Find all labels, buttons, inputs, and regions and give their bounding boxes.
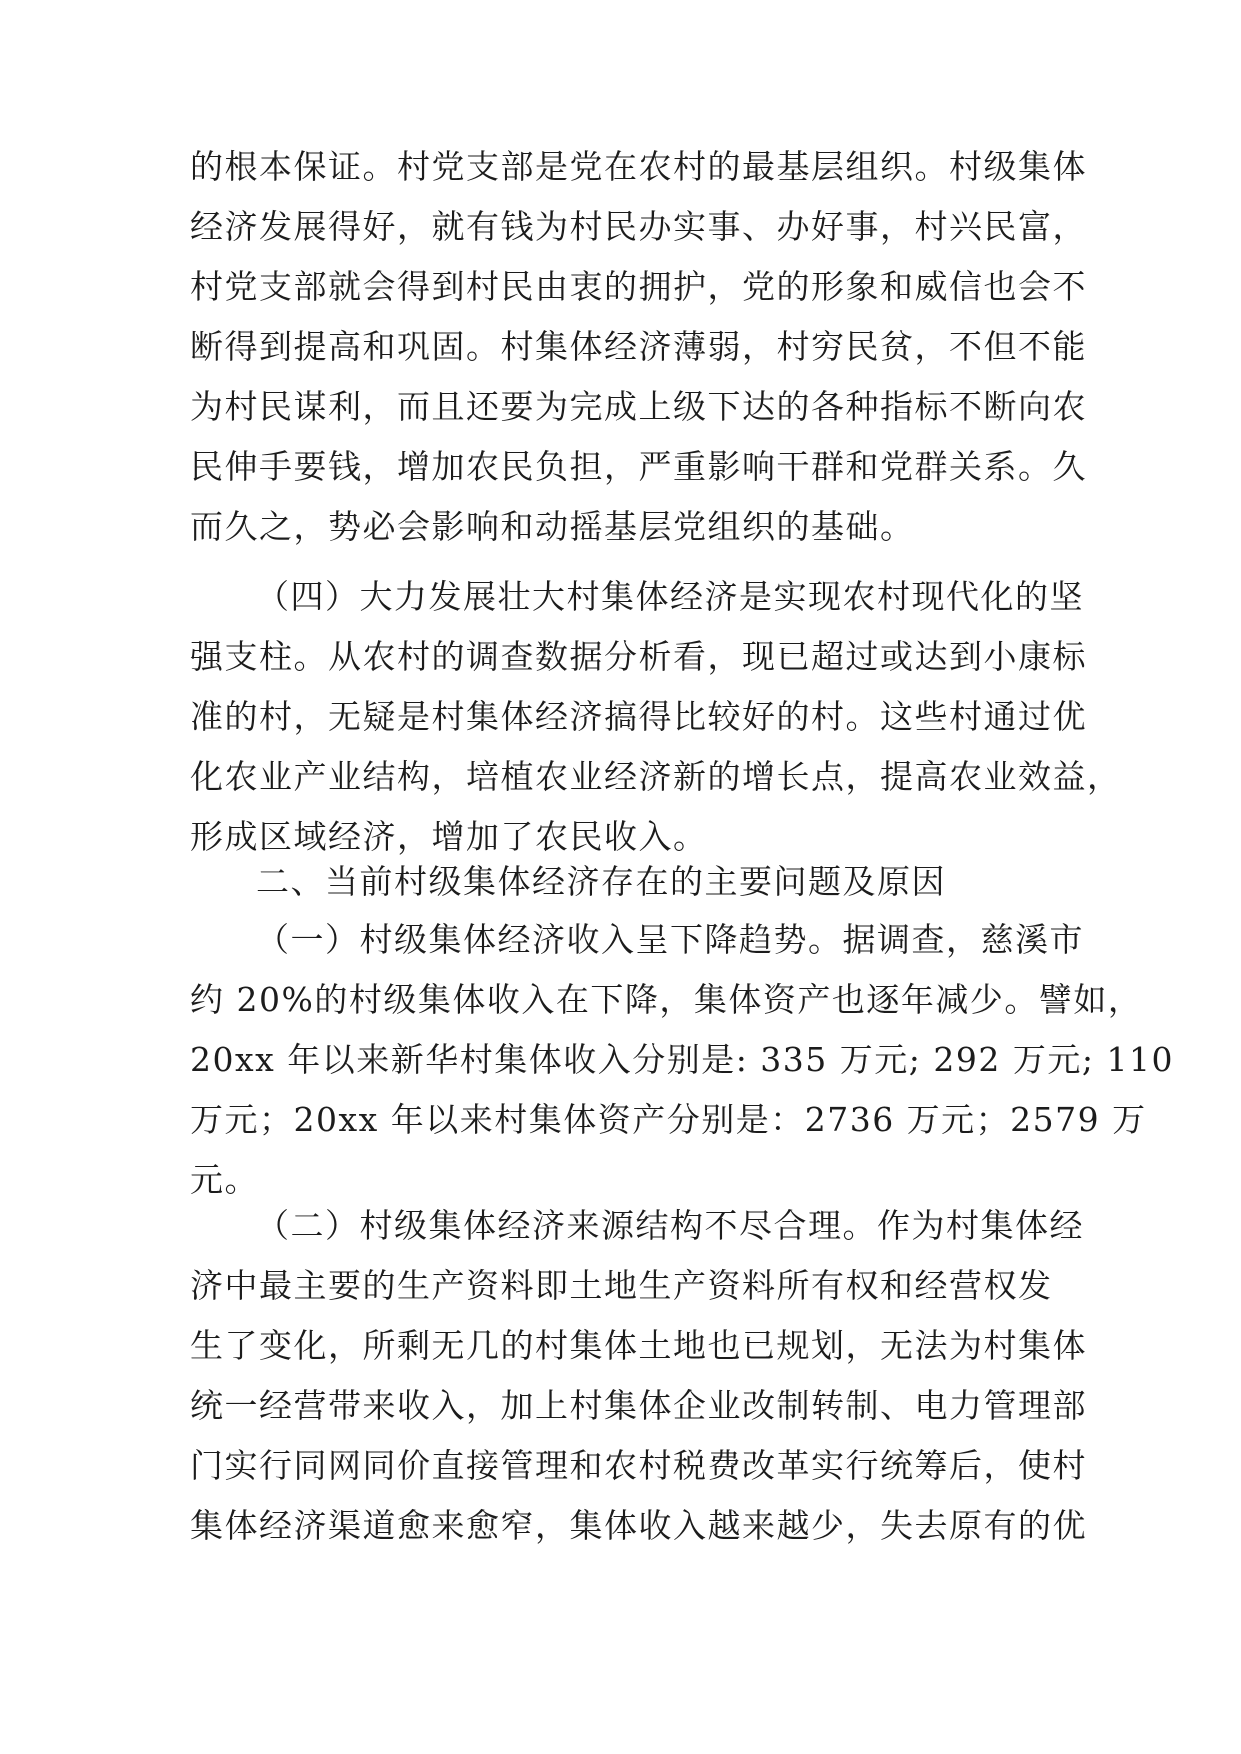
paragraph-1 bbox=[190, 137, 1087, 557]
text-line: 万元；20xx 年以来村集体资产分别是：2736 万元；2579 万 bbox=[190, 1100, 1147, 1139]
text-line: 门实行同网同价直接管理和农村税费改革实行统筹后，使村 bbox=[190, 1446, 1087, 1485]
text-line: 形成区域经济，增加了农民收入。 bbox=[190, 817, 708, 856]
text-line: 强支柱。从农村的调查数据分析看，现已超过或达到小康标 bbox=[190, 637, 1087, 676]
paragraph-4 bbox=[190, 1196, 1087, 1556]
text-line: 生了变化，所剩无几的村集体土地也已规划，无法为村集体 bbox=[190, 1326, 1087, 1365]
text-line: 为村民谋利，而且还要为完成上级下达的各种指标不断向农 bbox=[190, 387, 1087, 426]
text-line: 村党支部就会得到村民由衷的拥护，党的形象和威信也会不 bbox=[190, 267, 1087, 306]
heading-text: 二、当前村级集体经济存在的主要问题及原因 bbox=[256, 862, 946, 901]
section-heading bbox=[190, 852, 1050, 912]
text-line: 民伸手要钱，增加农民负担，严重影响干群和党群关系。久 bbox=[190, 447, 1087, 486]
text-line: 而久之，势必会影响和动摇基层党组织的基础。 bbox=[190, 507, 915, 546]
paragraph-2 bbox=[190, 567, 1122, 867]
text-line: （一）村级集体经济收入呈下降趋势。据调查，慈溪市 bbox=[256, 920, 1084, 959]
text-line: 经济发展得好，就有钱为村民办实事、办好事，村兴民富， bbox=[190, 207, 1087, 246]
text-line: 断得到提高和巩固。村集体经济薄弱，村穷民贫，不但不能 bbox=[190, 327, 1087, 366]
text-line: （二）村级集体经济来源结构不尽合理。作为村集体经 bbox=[256, 1206, 1084, 1245]
text-line: （四）大力发展壮大村集体经济是实现农村现代化的坚 bbox=[256, 577, 1084, 616]
text-line: 约 20%的村级集体收入在下降，集体资产也逐年减少。譬如， bbox=[190, 980, 1143, 1019]
text-line: 济中最主要的生产资料即土地生产资料所有权和经营权发 bbox=[190, 1266, 1053, 1305]
text-line: 20xx 年以来新华村集体收入分别是: 335 万元; 292 万元; 110 bbox=[190, 1040, 1174, 1079]
text-line: 的根本保证。村党支部是党在农村的最基层组织。村级集体 bbox=[190, 147, 1087, 186]
paragraph-3 bbox=[190, 910, 1174, 1210]
text-line: 元。 bbox=[190, 1160, 259, 1199]
text-line: 统一经营带来收入，加上村集体企业改制转制、电力管理部 bbox=[190, 1386, 1087, 1425]
text-line: 集体经济渠道愈来愈窄，集体收入越来越少，失去原有的优 bbox=[190, 1506, 1087, 1545]
text-line: 准的村，无疑是村集体经济搞得比较好的村。这些村通过优 bbox=[190, 697, 1087, 736]
text-line: 化农业产业结构，培植农业经济新的增长点，提高农业效益， bbox=[190, 757, 1122, 796]
